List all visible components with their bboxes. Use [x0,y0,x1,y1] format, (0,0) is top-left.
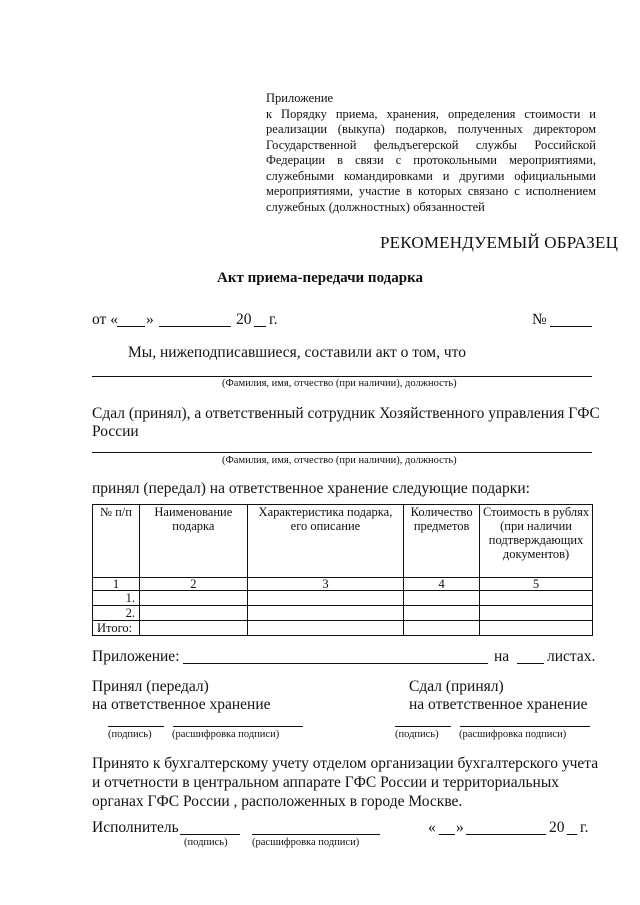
attachment-blank [183,663,488,664]
right-sign-line-1: Сдал (принял) [409,678,504,695]
date-year-suffix: г. [269,311,278,328]
header-gift-name: Наименование подарка [139,505,247,578]
table-cell[interactable] [480,621,593,636]
header-quantity: Количество предметов [404,505,480,578]
fio-line-1 [92,376,592,377]
table-header-row [93,505,593,578]
total-label: Итого: [93,621,140,636]
executor-label: Исполнитель [92,819,179,836]
column-number: 2 [139,578,247,591]
left-sign-line-2: на ответственное хранение [92,696,271,713]
table-cell[interactable] [480,591,593,606]
intro-text: Мы, нижеподписавшиеся, составили акт о том, что [128,344,466,361]
table-cell[interactable] [247,606,403,621]
left-sig-caption: (подпись) [108,729,152,740]
executor-year-suffix: г. [580,819,589,836]
accounting-line-3: органах ГФС России , расположенных в городе Москве. [92,793,463,810]
fio-line-2 [92,452,592,453]
number-sign: № [532,311,547,328]
right-signature-line [395,726,451,727]
accounting-line-1: Принято к бухгалтерскому учету отделом организации бухгалтерского учета [92,755,599,772]
document-title: Акт приема-передачи подарка [217,270,423,286]
executor-signature-line [180,834,240,835]
executor-year: 20 [549,819,565,836]
table-cell[interactable] [404,591,480,606]
fio-caption-1: (Фамилия, имя, отчество (при наличии), должность) [222,378,457,389]
table-cell[interactable] [404,621,480,636]
appendix-title: Приложение [266,91,334,105]
column-number: 1 [93,578,140,591]
executor-date-open: « [428,819,436,836]
total-row [93,621,593,636]
month-blank [159,326,231,327]
executor-decode-line [252,834,380,835]
executor-date-close: » [456,819,464,836]
gifts-table [92,504,593,636]
date-close-quote: » [146,311,154,328]
table-cell[interactable] [139,591,247,606]
recommended-sample-label: РЕКОМЕНДУЕМЫЙ ОБРАЗЕЦ [380,233,619,252]
appendix-block [266,91,596,215]
header-description: Характеристика подарка, его описание [247,505,403,578]
executor-month-blank [466,834,546,835]
date-year-prefix: 20 [236,311,252,328]
year-blank [254,326,266,327]
right-sign-line-2: на ответственное хранение [409,696,588,713]
header-number: № п/п [93,505,140,578]
executor-decode-caption: (расшифровка подписи) [252,837,360,848]
number-blank [550,326,592,327]
sheets-blank [517,663,544,664]
table-row [93,591,593,606]
executor-day-blank [439,834,455,835]
fio-caption-2: (Фамилия, имя, отчество (при наличии), должность) [222,455,457,466]
table-cell[interactable] [139,606,247,621]
row-index: 1. [93,591,140,606]
attachment-on: на [494,648,510,665]
handed-line-2: России [92,423,139,440]
table-cell[interactable] [404,606,480,621]
handed-line-1: Сдал (принял), а ответственный сотрудник Хозяйственного управления ГФС [92,405,600,422]
date-from-label: от « [92,311,118,328]
column-number-row [93,578,593,591]
table-cell[interactable] [139,621,247,636]
executor-year-blank [567,834,577,835]
attachment-sheets: листах. [547,648,596,665]
right-decode-caption: (расшифровка подписи) [459,729,567,740]
executor-sig-caption: (подпись) [184,837,228,848]
table-cell[interactable] [480,606,593,621]
appendix-text: к Порядку приема, хранения, определения стоимости и реализации (выкупа) подарков, полученных директором Государственной фельдъегерской службы Российской Федерации в связи с протокольными мероприятиями, служебными командировками и другими официальными мероприятиями, участие в которых связано с исполнением служебных (должностных) обязанностей [266,106,596,214]
table-row [93,606,593,621]
table-cell[interactable] [247,591,403,606]
right-decode-line [460,726,590,727]
accepted-text: принял (передал) на ответственное хранение следующие подарки: [92,480,530,497]
right-sig-caption: (подпись) [395,729,439,740]
left-signature-line [108,726,164,727]
attachment-label: Приложение: [92,648,180,665]
left-decode-caption: (расшифровка подписи) [172,729,280,740]
header-cost: Стоимость в рублях (при наличии подтверждающих документов) [480,505,593,578]
column-number: 5 [480,578,593,591]
day-blank [117,326,145,327]
left-decode-line [173,726,303,727]
accounting-line-2: и отчетности в центральном аппарате ГФС России и территориальных [92,774,559,791]
column-number: 3 [247,578,403,591]
table-cell[interactable] [247,621,403,636]
column-number: 4 [404,578,480,591]
row-index: 2. [93,606,140,621]
left-sign-line-1: Принял (передал) [92,678,209,695]
